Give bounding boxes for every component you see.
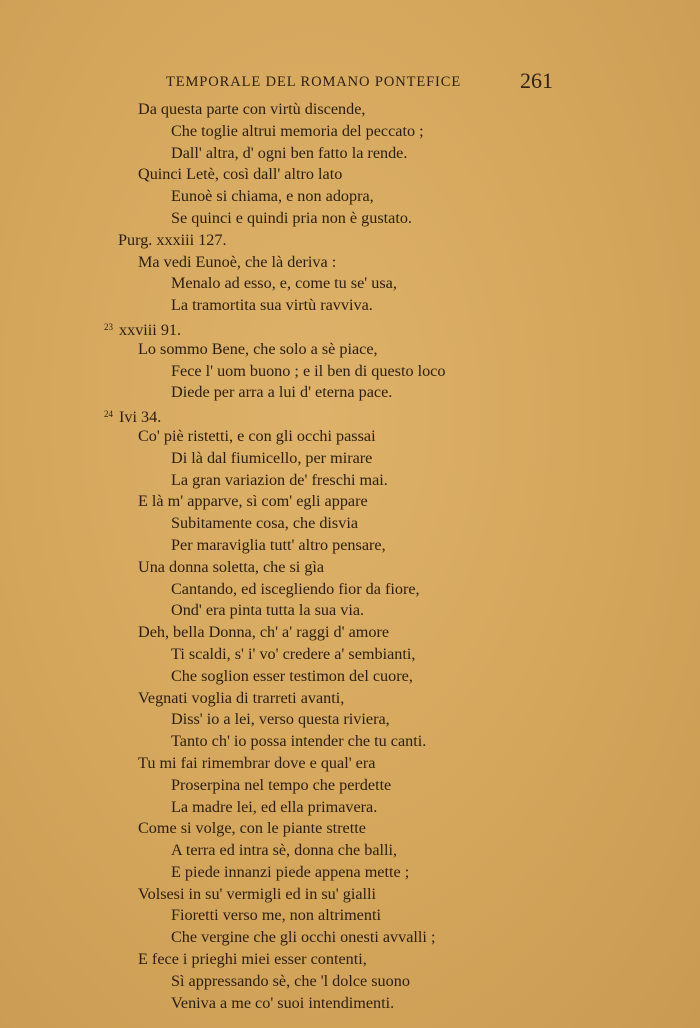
- verse-text: Se quinci e quindi pria non è gustato.: [171, 208, 412, 227]
- verse-line: [0, 186, 700, 208]
- verse-line: [0, 884, 700, 906]
- verse-text: Fece l' uom buono ; e il ben di questo loco: [171, 361, 446, 380]
- verse-line: [0, 295, 700, 317]
- verse-line: [0, 121, 700, 143]
- verse-text: E fece i prieghi miei esser contenti,: [138, 950, 367, 969]
- verse-line: [0, 557, 700, 579]
- verse-text: Una donna soletta, che si gìa: [138, 557, 325, 576]
- verse-text: Proserpina nel tempo che perdette: [171, 775, 392, 794]
- verse-text: Dall' altra, d' ogni ben fatto la rende.: [171, 143, 408, 162]
- verse-line: [0, 448, 700, 470]
- footnote-number: 23: [104, 321, 113, 332]
- verse-line: [0, 840, 700, 862]
- verse-text: Che vergine che gli occhi onesti avvalli ;: [171, 928, 436, 947]
- citation-line: [0, 230, 700, 252]
- verse-text: Ma vedi Eunoè, che là deriva :: [138, 252, 337, 271]
- verse-line: [0, 426, 700, 448]
- verse-text: La madre lei, ed ella primavera.: [171, 797, 378, 816]
- page-header: [0, 70, 700, 94]
- verse-text: Veniva a me co' suoi intendimenti.: [171, 993, 395, 1012]
- verse-line: [0, 252, 700, 274]
- verse-text: Vegnati voglia di trarreti avanti,: [138, 688, 345, 707]
- verse-text: Come si volge, con le piante strette: [138, 819, 366, 838]
- verse-text: Eunoè si chiama, e non adopra,: [171, 187, 374, 206]
- verse-text: Subitamente cosa, che disvia: [171, 514, 359, 533]
- verse-text: Cantando, ed iscegliendo fior da fiore,: [171, 579, 420, 598]
- verse-text: Volsesi in su' vermigli ed in su' gialli: [138, 884, 376, 903]
- verse-line: [0, 666, 700, 688]
- verse-line: [0, 927, 700, 949]
- running-title: TEMPORALE DEL ROMANO PONTEFICE: [166, 74, 462, 90]
- verse-line: [0, 971, 700, 993]
- verse-text: Di là dal fiumicello, per mirare: [171, 448, 373, 467]
- verse-line: [0, 164, 700, 186]
- citation-text: Ivi 34.: [119, 408, 162, 427]
- verse-line: [0, 143, 700, 165]
- verse-line: [0, 535, 700, 557]
- verse-line: [0, 99, 700, 121]
- citation-line: [0, 317, 700, 339]
- verse-line: [0, 949, 700, 971]
- verse-text: Ti scaldi, s' i' vo' credere a' sembianti,: [171, 644, 416, 663]
- verse-line: [0, 688, 700, 710]
- verse-line: [0, 905, 700, 927]
- verse-text: Co' piè ristetti, e con gli occhi passai: [138, 426, 376, 445]
- verse-text: Sì appressando sè, che 'l dolce suono: [171, 971, 410, 990]
- verse-line: [0, 622, 700, 644]
- verse-line: [0, 361, 700, 383]
- verse-text: Diss' io a lei, verso questa riviera,: [171, 710, 390, 729]
- verse-line: [0, 775, 700, 797]
- verse-line: [0, 208, 700, 230]
- verse-text: A terra ed intra sè, donna che balli,: [171, 841, 398, 860]
- verse-line: [0, 513, 700, 535]
- verse-text: Tu mi fai rimembrar dove e qual' era: [138, 753, 376, 772]
- verse-body: [0, 99, 700, 1014]
- page-number: 261: [520, 68, 553, 93]
- verse-line: [0, 818, 700, 840]
- verse-line: [0, 600, 700, 622]
- verse-text: Per maraviglia tutt' altro pensare,: [171, 535, 386, 554]
- verse-line: [0, 470, 700, 492]
- verse-text: Che toglie altrui memoria del peccato ;: [171, 121, 424, 140]
- verse-text: Tanto ch' io possa intender che tu canti.: [171, 732, 427, 751]
- verse-line: [0, 644, 700, 666]
- verse-line: [0, 491, 700, 513]
- verse-text: E là m' apparve, sì com' egli appare: [138, 492, 368, 511]
- verse-text: E piede innanzi piede appena mette ;: [171, 862, 410, 881]
- verse-text: Che soglion esser testimon del cuore,: [171, 666, 413, 685]
- verse-text: Deh, bella Donna, ch' a' raggi d' amore: [138, 623, 390, 642]
- verse-line: [0, 273, 700, 295]
- verse-line: [0, 993, 700, 1015]
- verse-text: Menalo ad esso, e, come tu se' usa,: [171, 274, 397, 293]
- verse-text: Lo sommo Bene, che solo a sè piace,: [138, 339, 378, 358]
- verse-line: [0, 709, 700, 731]
- citation-text: Purg. xxxiii 127.: [118, 230, 227, 249]
- verse-line: [0, 579, 700, 601]
- verse-text: La gran variazion de' freschi mai.: [171, 470, 388, 489]
- citation-line: [0, 404, 700, 426]
- verse-text: La tramortita sua virtù ravviva.: [171, 296, 373, 315]
- verse-text: Da questa parte con virtù discende,: [138, 100, 366, 118]
- verse-line: [0, 753, 700, 775]
- verse-line: [0, 382, 700, 404]
- verse-line: [0, 731, 700, 753]
- verse-line: [0, 797, 700, 819]
- verse-line: [0, 339, 700, 361]
- verse-text: Fioretti verso me, non altrimenti: [171, 906, 381, 925]
- verse-text: Quinci Letè, così dall' altro lato: [138, 165, 343, 184]
- verse-line: [0, 862, 700, 884]
- verse-text: Diede per arra a lui d' eterna pace.: [171, 383, 393, 402]
- footnote-number: 24: [104, 409, 113, 420]
- verse-text: Ond' era pinta tutta la sua via.: [171, 601, 365, 620]
- citation-text: xxviii 91.: [119, 320, 182, 339]
